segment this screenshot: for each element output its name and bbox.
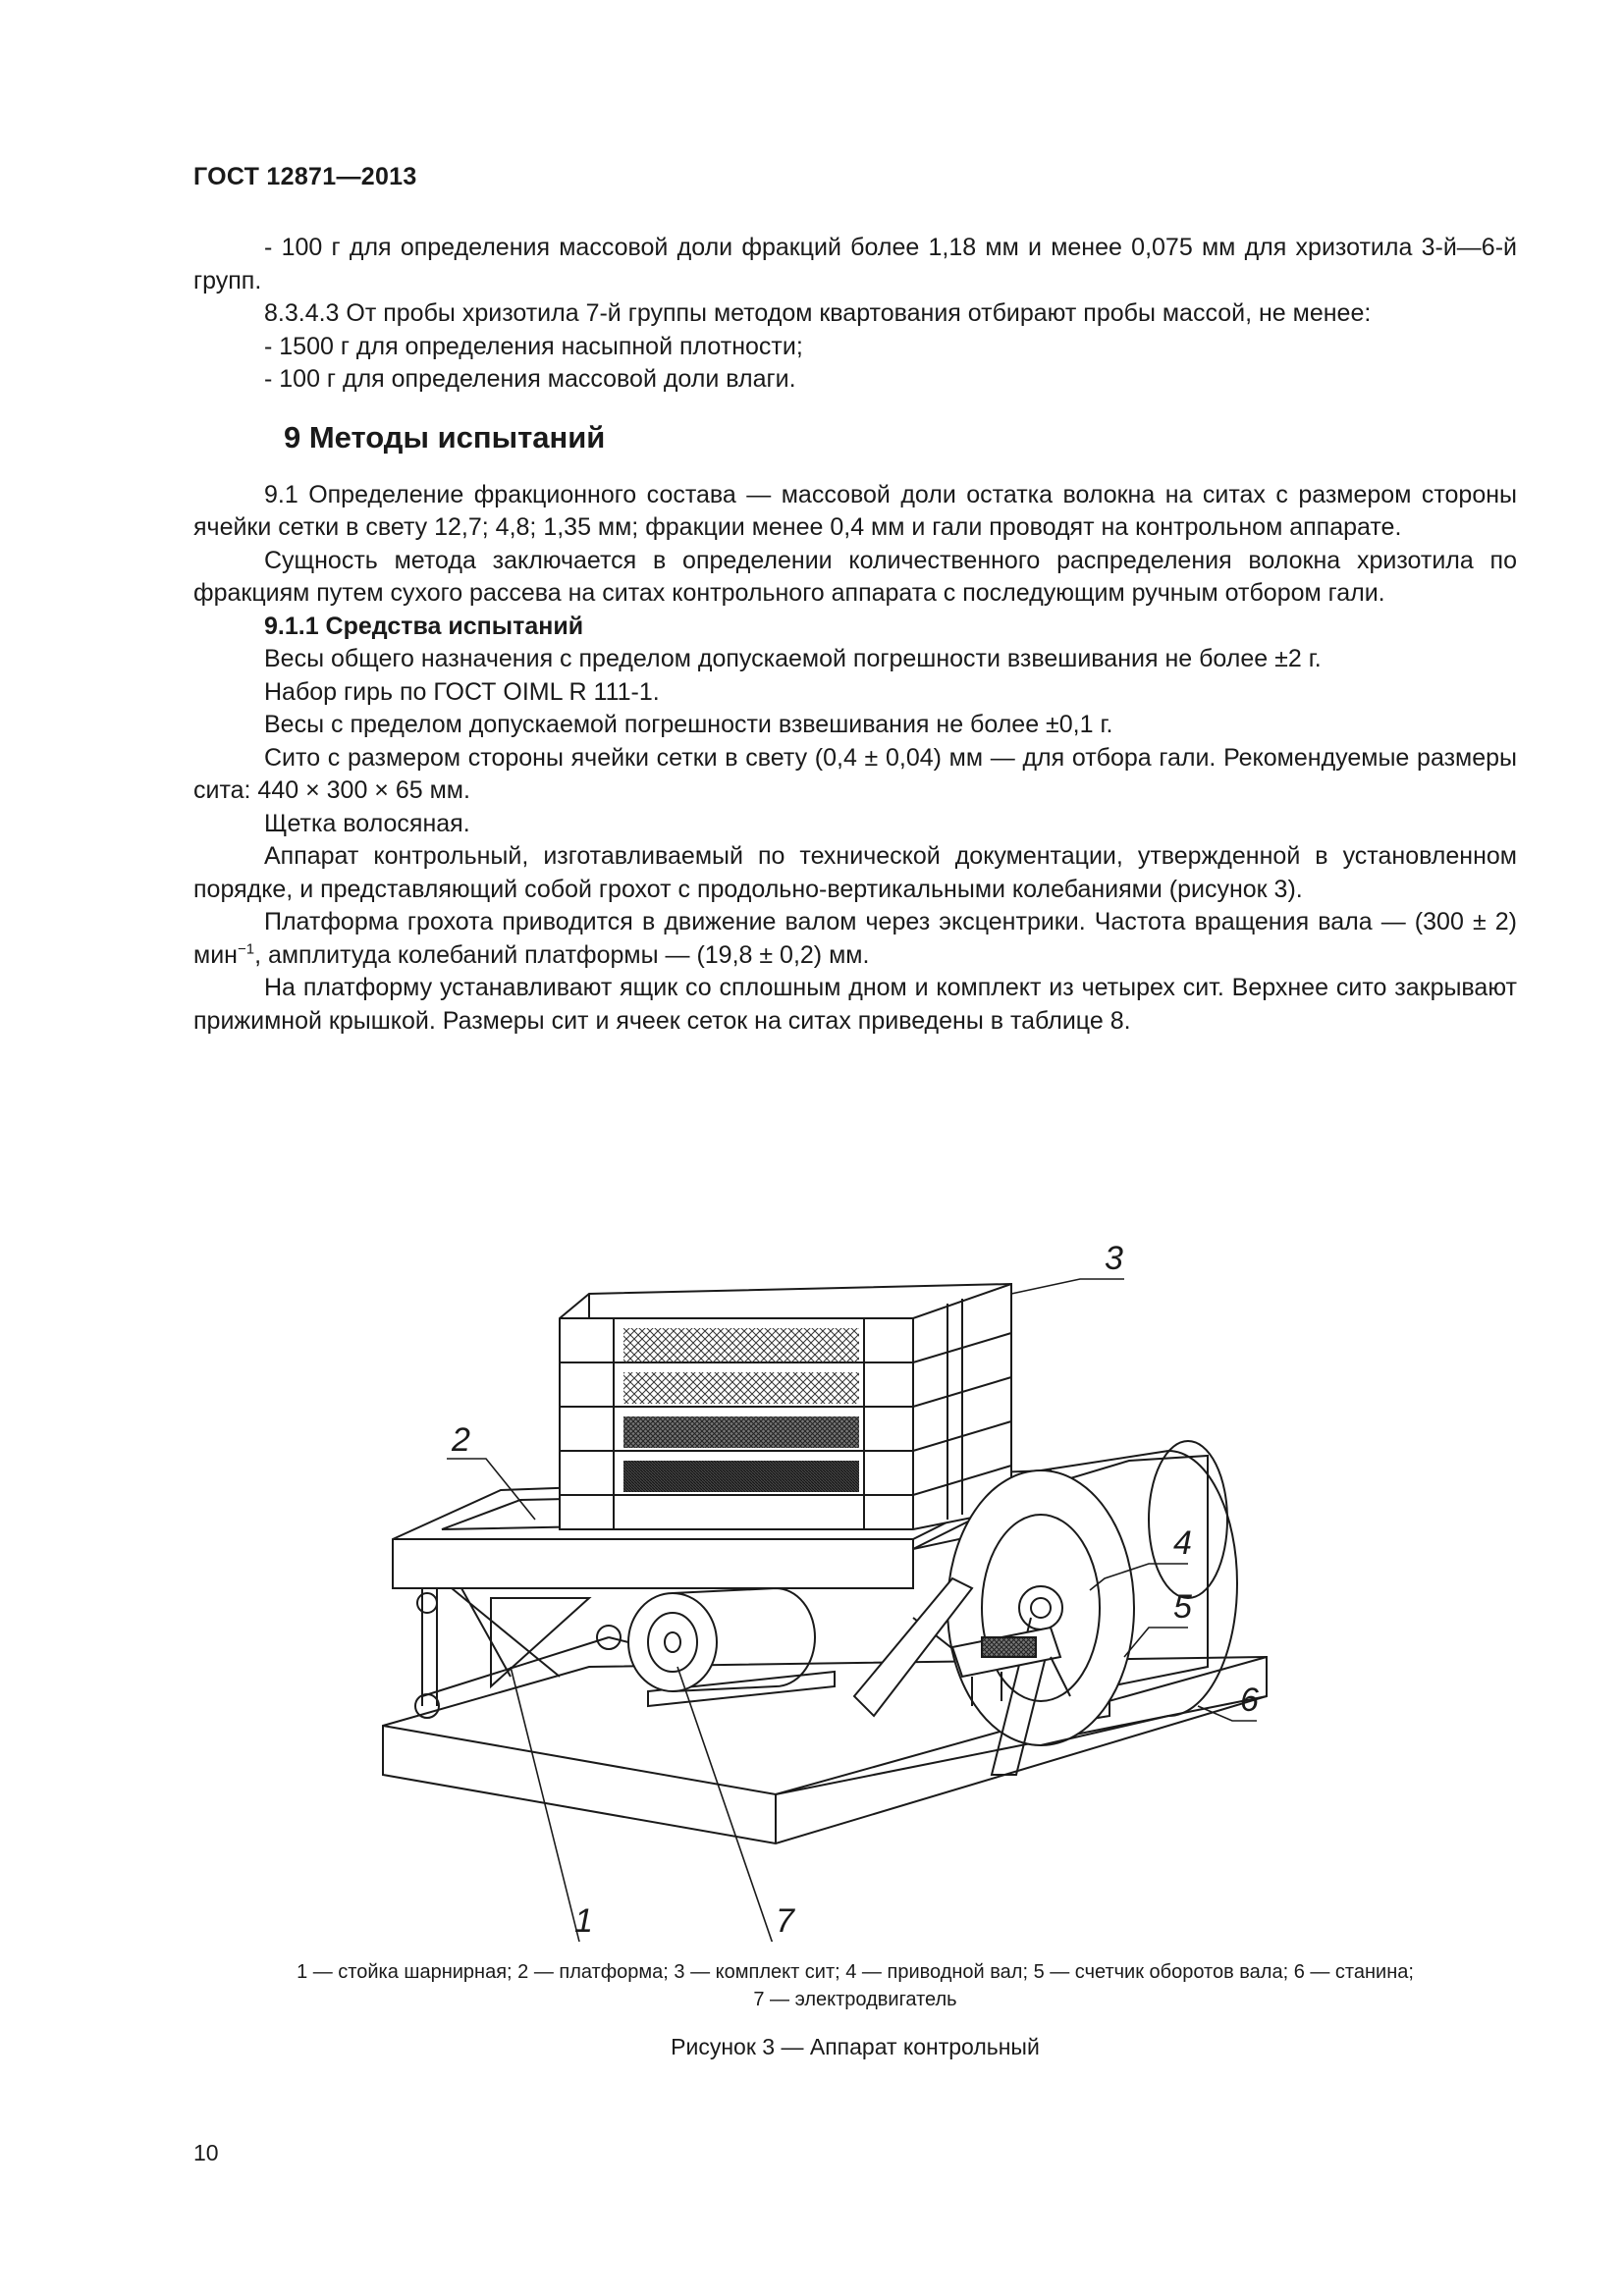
paragraph: Аппарат контрольный, изготавливаемый по технической документации, утвержденной в установленном порядке, и представляющий собой грохот с продольно-вертикальными колебаниями (рисунок 3). bbox=[193, 842, 1517, 903]
paragraph: Сущность метода заключается в определении количественного распределения волокна хризотила по фракциям путем сухого рассева на ситах контрольного аппарата с последующим ручным отбором гали. bbox=[193, 546, 1517, 607]
paragraph: Набор гирь по ГОСТ OIML R 111-1. bbox=[264, 677, 660, 706]
paragraph-part: , амплитуда колебаний платформы — (19,8 ± 0,2) мм. bbox=[254, 940, 870, 969]
figure-label-7: 7 bbox=[776, 1902, 794, 1940]
paragraph: На платформу устанавливают ящик со сплошным дном и комплект из четырех сит. Верхнее сито закрывают прижимной крышкой. Размеры сит и ячеек сеток на ситах приведены в таблице 8. bbox=[193, 974, 1517, 1035]
sieve-stack bbox=[560, 1284, 1011, 1529]
figure-label-5: 5 bbox=[1173, 1588, 1192, 1626]
paragraph: Щетка волосяная. bbox=[264, 809, 470, 837]
figure-title: Рисунок 3 — Аппарат контрольный bbox=[671, 2034, 1040, 2059]
figure-label-1: 1 bbox=[574, 1902, 593, 1940]
paragraph: Весы общего назначения с пределом допускаемой погрешности взвешивания не более ±2 г. bbox=[264, 645, 1322, 672]
subsection-title: 9.1.1 Средства испытаний bbox=[264, 612, 584, 640]
page-number: 10 bbox=[193, 2140, 219, 2165]
paragraph: 9.1 Определение фракционного состава — массовой доли остатка волокна на ситах с размером стороны ячейки сетки в свету 12,7; 4,8; 1,35 мм; фракции менее 0,4 мм и гали проводят на контрольном аппарате. bbox=[193, 480, 1517, 541]
figure-apparatus-drawing bbox=[363, 1225, 1325, 1942]
paragraph: - 1500 г для определения насыпной плотности; bbox=[264, 332, 803, 360]
section-title: 9 Методы испытаний bbox=[284, 419, 606, 454]
document-header: ГОСТ 12871—2013 bbox=[193, 163, 417, 190]
figure-label-4: 4 bbox=[1173, 1524, 1192, 1562]
paragraph: - 100 г для определения массовой доли фракций более 1,18 мм и менее 0,075 мм для хризотила 3-й—6-й групп. bbox=[193, 234, 1517, 294]
figure-label-3: 3 bbox=[1105, 1240, 1123, 1277]
figure-label-6: 6 bbox=[1240, 1682, 1259, 1719]
paragraph: 8.3.4.3 От пробы хризотила 7-й группы методом квартования отбирают пробы массой, не менее: bbox=[264, 299, 1372, 327]
figure-caption-line2: 7 — электродвигатель bbox=[753, 1989, 957, 2010]
figure-caption-line1: 1 — стойка шарнирная; 2 — платформа; 3 — комплект сит; 4 — приводной вал; 5 — счетчик оборотов вала; 6 — станина; bbox=[297, 1961, 1414, 1983]
body-text bbox=[193, 232, 1517, 1038]
paragraph: Сито с размером стороны ячейки сетки в свету (0,4 ± 0,04) мм — для отбора гали. Рекомендуемые размеры сита: 440 × 300 × 65 мм. bbox=[193, 743, 1517, 804]
paragraph: - 100 г для определения массовой доли влаги. bbox=[264, 365, 796, 393]
paragraph-part: Платформа грохота приводится в движение валом через эксцентрики. Частота вращения вала — (300 ± 2) мин bbox=[193, 908, 1517, 969]
figure-label-2: 2 bbox=[452, 1421, 470, 1459]
paragraph bbox=[193, 906, 1517, 972]
paragraph: Весы с пределом допускаемой погрешности взвешивания не более ±0,1 г. bbox=[264, 711, 1113, 738]
superscript: −1 bbox=[237, 940, 255, 958]
